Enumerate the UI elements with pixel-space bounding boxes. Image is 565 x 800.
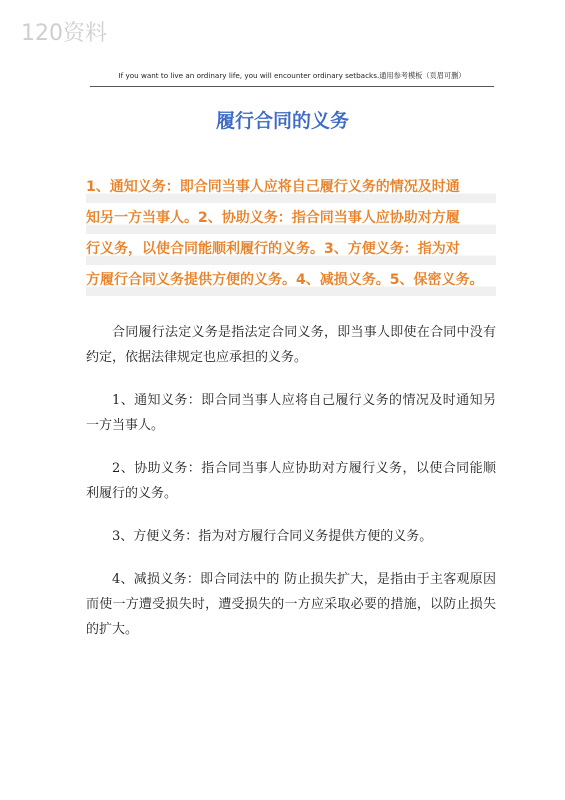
page-header-text: If you want to live an ordinary life, you will encounter ordinary setbacks.通用参考模板（页眉可删） [118,71,466,80]
summary-line: 1、通知义务：即合同当事人应将自己履行义务的情况及时通 [86,172,496,203]
document-title: 履行合同的义务 [215,110,349,132]
summary-line: 知另一方当事人。2、协助义务：指合同当事人应协助对方履 [86,203,496,234]
summary-line: 方履行合同义务提供方便的义务。4、减损义务。5、保密义务。 [86,265,496,296]
body-text [86,320,496,660]
header-divider [90,86,494,87]
summary-block [86,172,496,296]
summary-line: 行义务，以使合同能顺利履行的义务。3、方便义务：指为对 [86,234,496,265]
watermark-logo: 120资料 [21,21,107,46]
paragraph-assist-duty: 2、协助义务：指合同当事人应协助对方履行义务，以使合同能顺利履行的义务。 [86,461,496,501]
paragraph-convenience-duty: 3、方便义务：指为对方履行合同义务提供方便的义务。 [112,529,433,544]
paragraph-intro: 合同履行法定义务是指法定合同义务，即当事人即使在合同中没有约定，依据法律规定也应承担的义务。 [86,325,496,365]
paragraph-notify-duty: 1、通知义务：即合同当事人应将自己履行义务的情况及时通知另一方当事人。 [86,393,496,433]
paragraph-mitigation-duty: 4、减损义务：即合同法中的 防止损失扩大，是指由于主客观原因而使一方遭受损失时，遭受损失的一方应采取必要的措施，以防止损失的扩大。 [86,572,496,637]
